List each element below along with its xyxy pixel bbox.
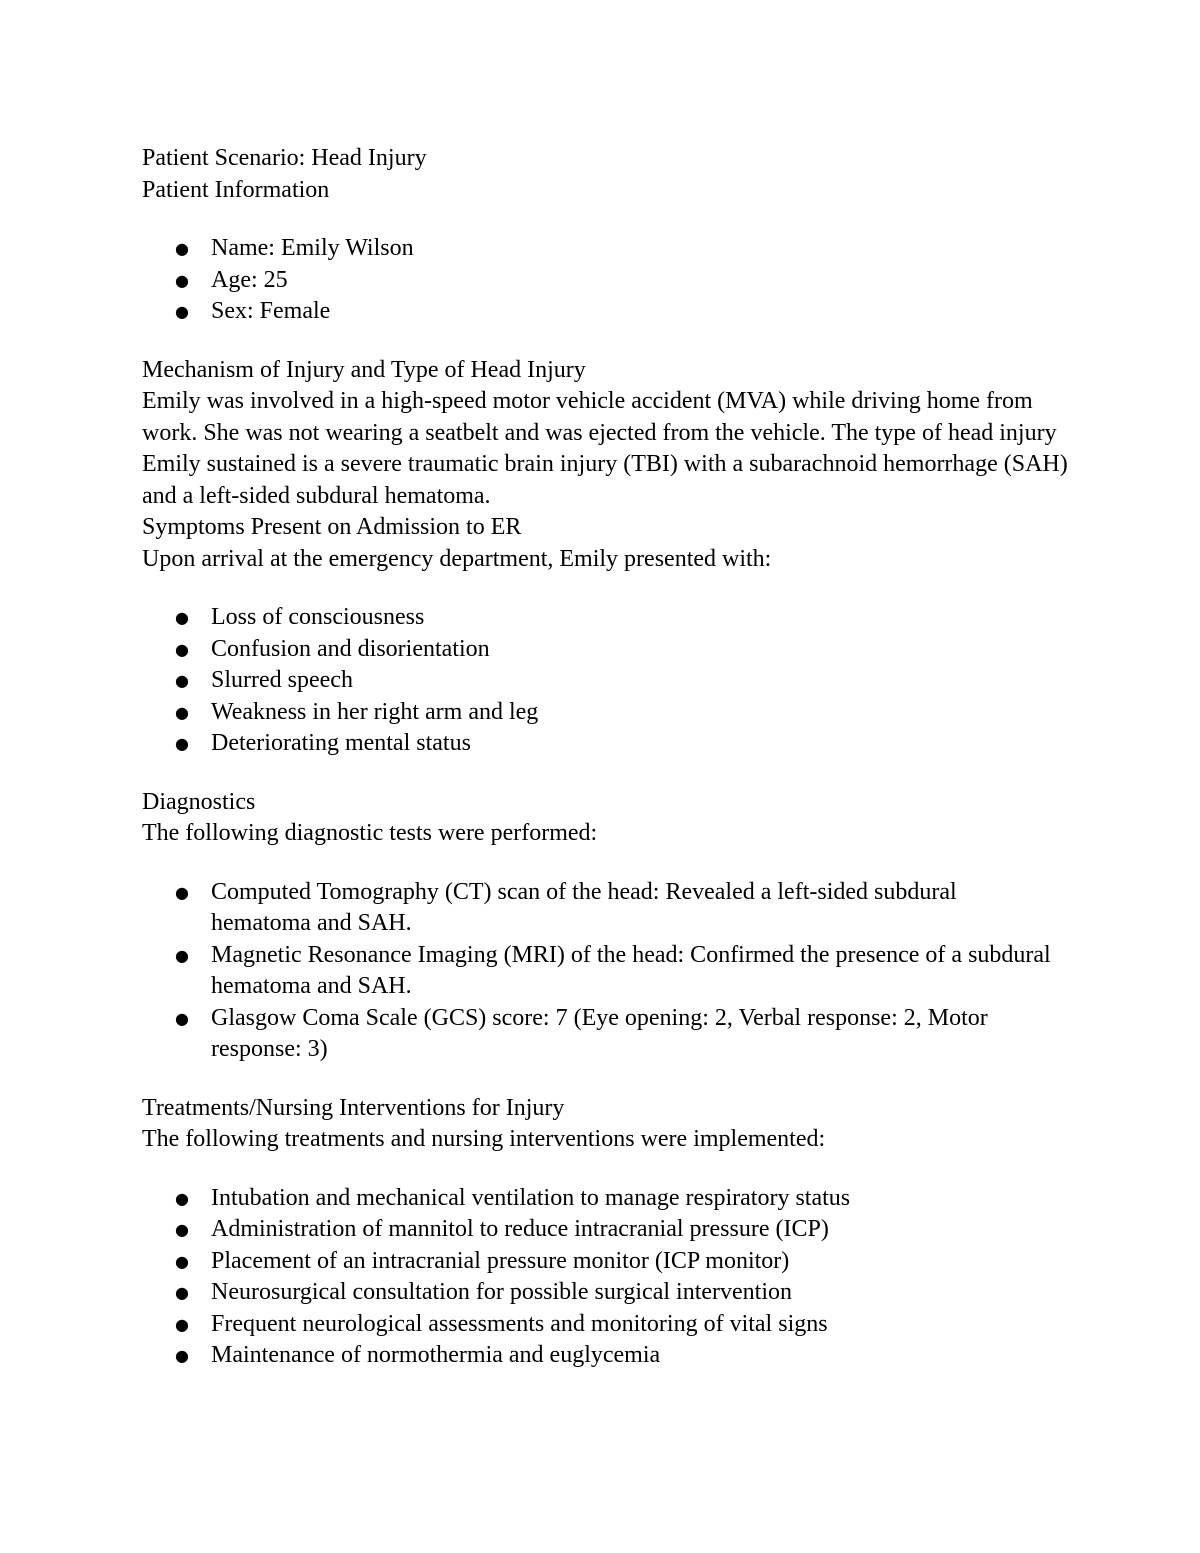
bullet-icon: ● [175, 945, 189, 965]
mechanism-text: Emily was involved in a high-speed motor vehicle accident (MVA) while driving home from work. She was not wearing a seatbelt and was ejected from the vehicle. The type of head injury Emily sustained is a severe traumatic brain injury (TBI) with a subarachnoid hemorrhage (SAH) and a left-sided subdural hematoma. [142, 388, 1068, 509]
list-item: ● Computed Tomography (CT) scan of the head: Revealed a left-sided subdural hematoma and SAH. [175, 878, 957, 936]
list-item: ● Intubation and mechanical ventilation to manage respiratory status [142, 1183, 1072, 1215]
list-item: ● Glasgow Coma Scale (GCS) score: 7 (Eye opening: 2, Verbal response: 2, Motor response: 3) [175, 1004, 988, 1062]
patient-info-heading: Patient Information [142, 176, 330, 203]
bullet-icon: ● [175, 702, 189, 722]
bullet-icon: ● [175, 608, 189, 627]
document-page [142, 143, 1072, 1399]
diagnostics-heading: Diagnostics [142, 788, 256, 815]
treatments-intro: The following treatments and nursing interventions were implemented: [142, 1126, 826, 1152]
bullet-icon: ● [175, 671, 189, 690]
list-item: ● Administration of mannitol to reduce intracranial pressure (ICP) [142, 1214, 1072, 1246]
treatments-heading: Treatments/Nursing Interventions for Injury [142, 1094, 565, 1121]
list-item: ● Neurosurgical consultation for possible surgical intervention [142, 1277, 1072, 1309]
bullet-icon: ● [175, 1188, 189, 1208]
list-item: ● Deteriorating mental status [142, 728, 1072, 760]
list-item: ● Weakness in her right arm and leg [142, 697, 1072, 729]
diagnostics-list [142, 877, 1072, 1066]
list-item: ● Maintenance of normothermia and euglycemia [142, 1340, 1072, 1372]
bullet-icon: ● [175, 302, 189, 321]
list-item: ● Slurred speech [142, 665, 1072, 697]
list-item: ● Sex: Female [142, 296, 1072, 328]
bullet-icon: ● [175, 1346, 189, 1365]
patient-info-list [142, 233, 1072, 328]
bullet-icon: ● [175, 882, 189, 902]
list-item: ● Magnetic Resonance Imaging (MRI) of the head: Confirmed the presence of a subdural hematoma and SAH. [175, 941, 1051, 999]
bullet-icon: ● [175, 734, 189, 753]
bullet-icon: ● [175, 1251, 189, 1271]
list-item: ● Confusion and disorientation [142, 634, 1072, 666]
list-item: ● Frequent neurological assessments and monitoring of vital signs [142, 1309, 1072, 1341]
bullet-icon: ● [175, 1314, 189, 1334]
bullet-icon: ● [175, 1008, 189, 1028]
list-item: ● Placement of an intracranial pressure monitor (ICP monitor) [142, 1246, 1072, 1278]
bullet-icon: ● [175, 639, 189, 659]
diagnostics-intro: The following diagnostic tests were performed: [142, 820, 598, 846]
bullet-icon: ● [175, 239, 189, 258]
symptoms-list [142, 602, 1072, 760]
document-title: Patient Scenario: Head Injury [142, 145, 427, 171]
mechanism-heading: Mechanism of Injury and Type of Head Injury [142, 356, 586, 383]
list-item: ● Loss of consciousness [142, 602, 1072, 634]
list-item: ● Name: Emily Wilson [142, 233, 1072, 265]
list-item: ● Age: 25 [142, 265, 1072, 297]
symptoms-intro: Upon arrival at the emergency department, Emily presented with: [142, 545, 772, 572]
bullet-icon: ● [175, 1220, 189, 1239]
bullet-icon: ● [175, 270, 189, 290]
bullet-icon: ● [175, 1283, 189, 1302]
treatments-list [142, 1183, 1072, 1372]
symptoms-heading: Symptoms Present on Admission to ER [142, 514, 522, 540]
